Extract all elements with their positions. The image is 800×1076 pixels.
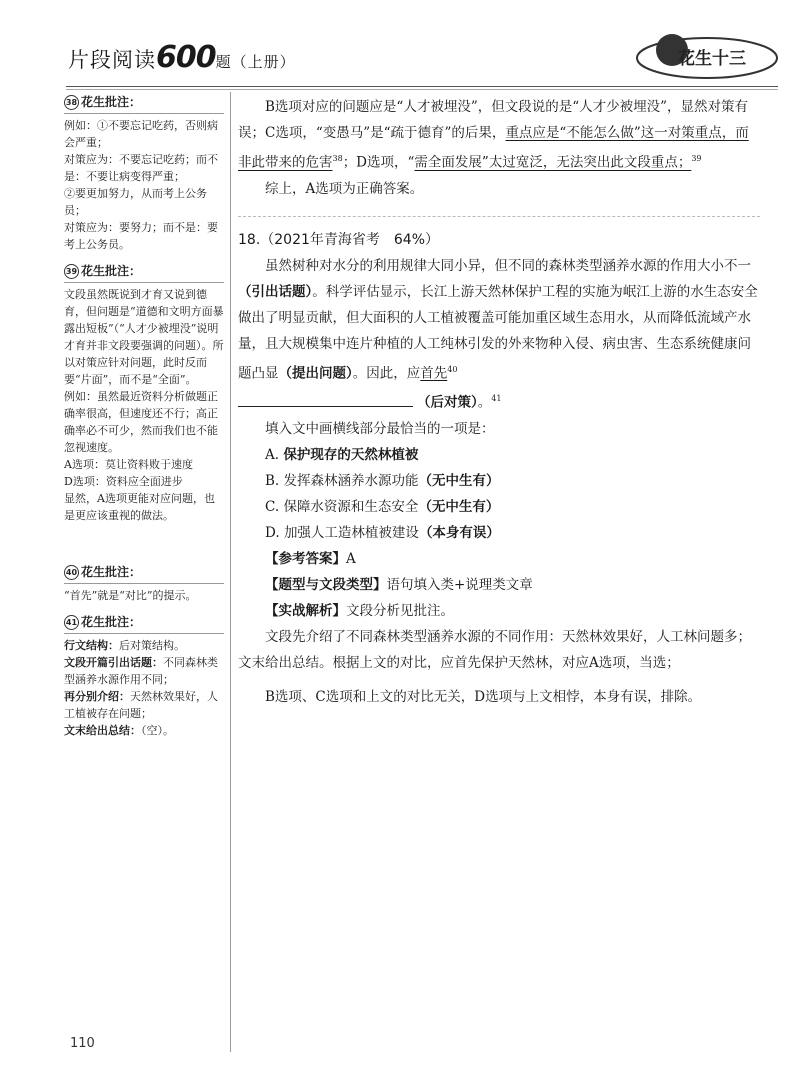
annotation-41 (64, 614, 224, 739)
answer-label: 【参考答案】 (265, 550, 346, 567)
annotation-marker: 40 (447, 364, 458, 374)
column-divider (230, 92, 231, 1052)
publisher-logo (632, 30, 782, 82)
header-rule-thin (66, 89, 778, 90)
annotation-row (64, 637, 224, 654)
annotation-line: 显然，A选项更能对应问题，也是更应该重视的做法。 (64, 492, 215, 522)
passage-tag: （提出问题） (278, 365, 353, 381)
option-label: D. (265, 524, 280, 541)
option-a (238, 442, 760, 468)
annotation-marker: 38 (332, 154, 343, 163)
row-label: 行文结构： (64, 639, 119, 652)
prev-analysis-paragraph (238, 94, 760, 176)
passage-text: 。科学评估显示，长江上游天然林保护工程的实施为岷江上游的水生态安全做出了明显贡献，但大面积的人工植被覆盖可能加重区域生态用水，从而降低流域产水量，且大规模集中连片种植的人工纯林引发的外来物种入侵、病虫害、生态系统健康问题凸显 (238, 283, 758, 381)
annotation-38 (64, 94, 224, 253)
answer-value: A (346, 550, 356, 567)
book-title (68, 40, 296, 75)
book-title-unit: 题 (215, 53, 232, 71)
option-label: B. (265, 472, 280, 489)
option-note: （本身有误） (418, 524, 500, 541)
annotation-line: 例如：虽然最近资料分析做题正确率很高，但速度还不行；高正确率必不可少，然而我们也不能忽视速度。 (64, 390, 218, 454)
annotation-40 (64, 564, 224, 604)
annotation-title (64, 614, 224, 634)
annotation-title-text: 花生批注： (81, 264, 142, 278)
analysis-header (238, 598, 760, 624)
page-number: 110 (70, 1036, 95, 1051)
passage-text: 虽然树种对水分的利用规律大同小异，但不同的森林类型涵养水源的作用大小不一 (265, 257, 751, 274)
passage-tag: （后对策） (417, 394, 478, 411)
annotation-marker: 41 (491, 394, 502, 403)
annotation-row (64, 688, 224, 722)
prev-text: ；D选项，“ (342, 154, 415, 171)
annotation-marker: 39 (691, 154, 702, 163)
option-label: A. (265, 446, 280, 463)
option-b (238, 468, 760, 494)
passage-text: 。因此，应 (352, 365, 421, 381)
option-note: （无中生有） (418, 498, 500, 515)
annotation-title-text: 花生批注： (81, 615, 142, 629)
analysis-paragraph: B选项、C选项和上文的对比无关，D选项与上文相悖，本身有误，排除。 (265, 688, 702, 705)
passage-text: 。 (477, 394, 492, 411)
page-header (0, 0, 800, 90)
option-c (238, 494, 760, 520)
book-title-suffix: （上册） (231, 53, 296, 71)
answer-value: 语句填入类+说理类文章 (386, 576, 533, 593)
passage-tag: （引出话题） (238, 283, 313, 300)
header-rule (66, 86, 778, 87)
annotation-line: “首先”就是“对比”的提示。 (64, 589, 197, 602)
annotation-line: 文段虽然既说到才育又说到德育，但问题是“道德和文明方面暴露出短板”（“人才少被埋没”说明才育并非文段要强调的问题）。所以对策应针对问题，此时反而要“片面”，而不是“全面”。 (64, 288, 224, 386)
annotation-line: 对策应为：不要忘记吃药；而不是：不要让病变得严重； (64, 153, 218, 183)
question-prompt: 填入文中画横线部分最恰当的一项是： (265, 420, 495, 437)
row-text: 不同森林类型涵养水源作用不同； (64, 656, 218, 686)
question-heading: 18.（2021年青海省考 64%） (238, 231, 440, 248)
option-text: 保护现存的天然林植被 (283, 446, 419, 463)
reference-answer (238, 546, 760, 572)
logo-text: 花生十三 (678, 49, 746, 69)
annotation-row (64, 722, 224, 739)
annotation-number: 39 (64, 264, 79, 279)
row-label: 再分别介绍： (64, 690, 130, 703)
answer-label: 【题型与文段类型】 (265, 576, 387, 593)
prev-conclusion: 综上，A选项为正确答案。 (265, 180, 424, 197)
annotation-number: 40 (64, 565, 79, 580)
option-text: 发挥森林涵养水源功能 (283, 472, 419, 489)
passage-underlined-text: 首先 (420, 365, 448, 381)
answer-blank-line (238, 386, 760, 416)
row-text: 天然林效果好，人工植被存在问题； (64, 690, 218, 720)
question-type (238, 572, 760, 598)
row-label: 文末给出总结： (64, 724, 141, 737)
annotation-number: 38 (64, 95, 79, 110)
option-text: 加强人工造林植被建设 (283, 524, 419, 541)
annotation-line: 对策应为：要努力；而不是：要考上公务员。 (64, 221, 218, 251)
annotation-title (64, 94, 224, 114)
annotation-39 (64, 263, 224, 524)
answer-value: 文段分析见批注。 (346, 602, 454, 619)
prev-underlined-text: 重点应是“不能怎么做”这一对策重点，而非此带来的危害 (238, 125, 749, 171)
answer-label: 【实战解析】 (265, 602, 346, 619)
annotation-row (64, 654, 224, 688)
annotation-line: 例如：①不要忘记吃药，否则病会严重； (64, 119, 218, 149)
option-text: 保障水资源和生态安全 (283, 498, 419, 515)
row-text: 后对策结构。 (119, 639, 185, 652)
annotation-line: D选项：资料应全面进步 (64, 475, 183, 488)
option-label: C. (265, 498, 280, 515)
prev-underlined-text: 需全面发展”太过宽泛，无法突出此文段重点； (414, 154, 692, 171)
main-content (238, 94, 760, 710)
question-passage (238, 253, 760, 387)
annotation-line: A选项：莫让资料败于速度 (64, 458, 193, 471)
annotation-title-text: 花生批注： (81, 565, 142, 579)
row-label: 文段开篇引出话题： (64, 656, 163, 669)
prev-text: B选项对应的问题应是“人才被埋没”，但文段说的是“人才少被埋没”，显然对策有误；C选项，“变愚马”是“疏于德育”的后果， (238, 99, 749, 141)
option-d (238, 520, 760, 546)
book-title-number: 600 (156, 40, 216, 75)
option-note: （无中生有） (418, 472, 500, 489)
annotation-title-text: 花生批注： (81, 95, 142, 109)
annotation-sidebar (64, 94, 224, 749)
row-text: （空）。 (141, 724, 174, 737)
fill-in-blank (238, 392, 413, 407)
analysis-paragraph: 文段先介绍了不同森林类型涵养水源的不同作用：天然林效果好，人工林问题多；文末给出总结。根据上文的对比，应首先保护天然林，对应A选项，当选； (238, 628, 751, 671)
question-separator (238, 216, 760, 217)
annotation-number: 41 (64, 615, 79, 630)
book-title-prefix: 片段阅读 (68, 48, 156, 72)
annotation-title (64, 564, 224, 584)
annotation-line: ②要更加努力，从而考上公务员； (64, 187, 207, 217)
annotation-title (64, 263, 224, 283)
